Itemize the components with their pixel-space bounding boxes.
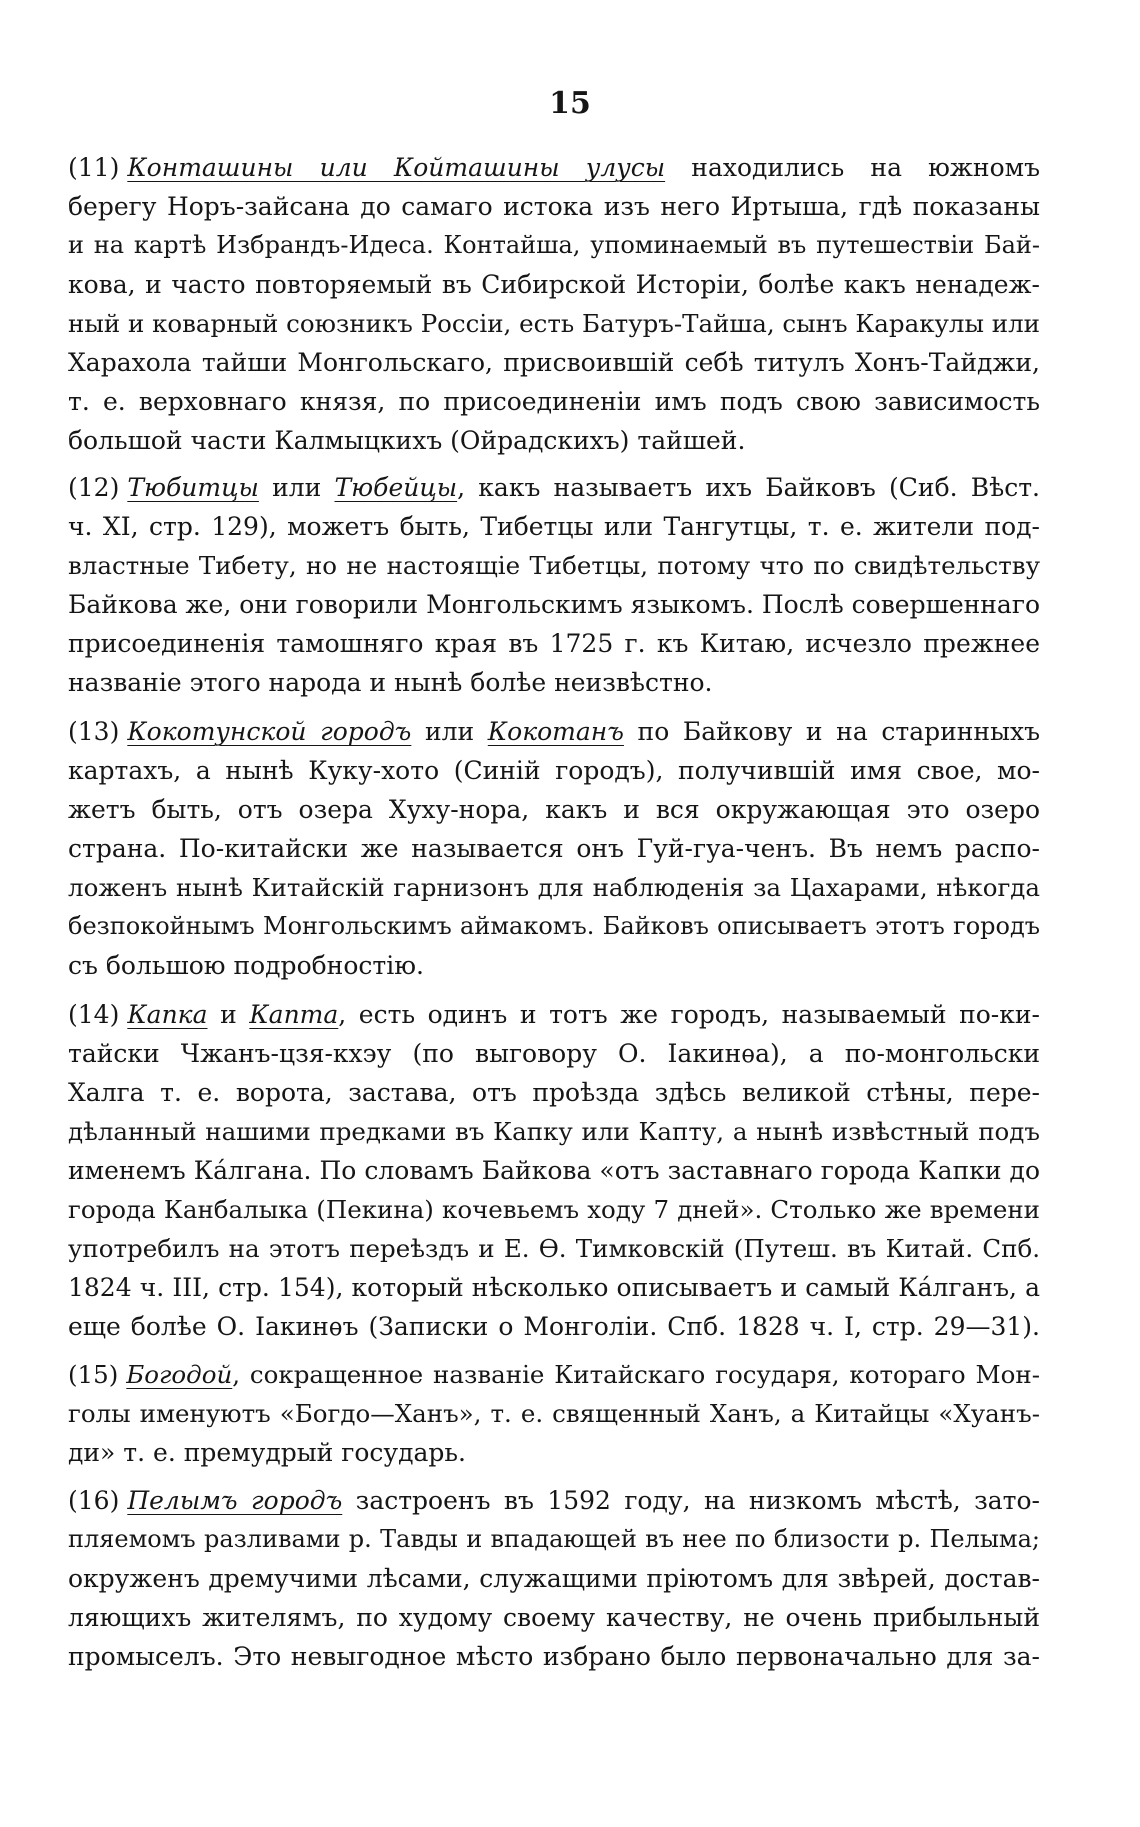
note-title: Пелымъ городъ: [127, 1486, 343, 1515]
note-title: Тюбитцы: [127, 473, 259, 502]
note-number: (15): [68, 1360, 119, 1389]
note-text: и: [207, 1000, 250, 1029]
note-text: , есть одинъ и тотъ же городъ, называемый по-ки-: [338, 1000, 1040, 1029]
note-line: съ большою подробностію.: [68, 951, 424, 980]
note-title: Богодой: [126, 1360, 233, 1389]
note-number: (11): [68, 153, 120, 182]
note-line: ляющихъ жителямъ, по худому своему качеству, не очень прибыльный: [68, 1603, 1040, 1632]
note-title-alt: Тюбейцы: [334, 473, 458, 502]
note-line: и на картѣ Избрандъ-Идеса. Контайша, упоминаемый въ путешествіи Бай-: [68, 231, 1040, 259]
note-line: Харахола тайши Монгольскаго, присвоившій себѣ титулъ Хонъ-Тайджи,: [68, 348, 1040, 377]
note-text: по Байкову и на старинныхъ: [623, 717, 1040, 746]
note-line: ложенъ нынѣ Китайскій гарнизонъ для наблюденія за Цахарами, нѣкогда: [68, 873, 1040, 902]
note-16: [68, 1481, 1040, 1676]
note-line: 1824 ч. III, стр. 154), который нѣсколько описываетъ и самый Кáлганъ, а: [68, 1273, 1040, 1302]
note-line: города Канбалыка (Пекина) кочевьемъ ходу 7 дней». Столько же времени: [68, 1195, 1040, 1224]
note-line: т. е. верховнаго князя, по присоединеніи имъ подъ свою зависимость: [68, 387, 1040, 416]
note-number: (12): [68, 473, 120, 502]
note-line: Байкова же, они говорили Монгольскимъ языкомъ. Послѣ совершеннаго: [68, 590, 1040, 619]
note-line: берегу Норъ-зайсана до самаго истока изъ него Иртыша, гдѣ показаны: [68, 192, 1040, 221]
note-title: Кокотунской городъ: [127, 717, 412, 746]
note-line: ч. XI, стр. 129), можетъ быть, Тибетцы или Тангутцы, т. е. жители под-: [68, 512, 1040, 541]
note-text: , сокращенное названіе Китайскаго государя, котораго Мон-: [232, 1360, 1040, 1389]
note-line: именемъ Кáлгана. По словамъ Байкова «отъ заставнаго города Капки до: [68, 1156, 1040, 1185]
note-line: еще болѣе О. Іакинѳъ (Записки о Монголіи. Спб. 1828 ч. I, стр. 29—31).: [68, 1312, 1040, 1341]
note-line: властные Тибету, но не настоящіе Тибетцы, потому что по свидѣтельству: [68, 551, 1040, 580]
note-line: [68, 1481, 1040, 1520]
note-13: [68, 712, 1040, 985]
note-12: [68, 468, 1040, 702]
note-line: [68, 712, 1040, 751]
note-line: ди» т. е. премудрый государь.: [68, 1438, 466, 1467]
note-line: пляемомъ разливами р. Тавды и впадающей въ нее по близости р. Пелыма;: [68, 1525, 1040, 1553]
note-line: промыселъ. Это невыгодное мѣсто избрано было первоначально для за-: [68, 1642, 1040, 1671]
note-line: дѣланный нашими предками въ Капку или Капту, а нынѣ извѣстный подъ: [68, 1117, 1040, 1146]
note-line: [68, 468, 1040, 507]
note-line: присоединенія тамошняго края въ 1725 г. къ Китаю, исчезло прежнее: [68, 629, 1040, 658]
note-line: жетъ быть, отъ озера Хуху-нора, какъ и вся окружающая это озеро: [68, 795, 1040, 824]
note-line: ный и коварный союзникъ Россіи, есть Батуръ-Тайша, сынъ Каракулы или: [68, 309, 1040, 338]
note-line: картахъ, а нынѣ Куку-хото (Синій городъ), получившій имя свое, мо-: [68, 756, 1040, 785]
note-title-alt: Капта: [249, 1000, 339, 1029]
note-number: (13): [68, 717, 120, 746]
note-title: Конташины или Койташины улусы: [127, 153, 666, 182]
note-line: [68, 148, 1040, 187]
note-text: , какъ называетъ ихъ Байковъ (Сиб. Вѣст.: [457, 473, 1040, 502]
note-title-alt: Кокотанъ: [487, 717, 624, 746]
note-number: (14): [68, 1000, 120, 1029]
note-title: Капка: [127, 1000, 208, 1029]
note-text: или: [258, 473, 335, 502]
note-line: [68, 1355, 1040, 1394]
note-line: окруженъ дремучими лѣсами, служащими пріютомъ для звѣрей, достав-: [68, 1564, 1040, 1593]
note-line: большой части Калмыцкихъ (Ойрадскихъ) тайшей.: [68, 426, 746, 455]
note-text: застроенъ въ 1592 году, на низкомъ мѣстѣ, зато-: [342, 1486, 1040, 1515]
note-line: страна. По-китайски же называется онъ Гуй-гуа-ченъ. Въ немъ распо-: [68, 834, 1040, 863]
note-text: или: [411, 717, 488, 746]
page-number: 15: [549, 86, 591, 121]
note-15: [68, 1355, 1040, 1472]
note-line: кова, и часто повторяемый въ Сибирской Исторіи, болѣе какъ ненадеж-: [68, 270, 1040, 299]
note-line: Халга т. е. ворота, застава, отъ проѣзда здѣсь великой стѣны, пере-: [68, 1078, 1040, 1107]
note-14: [68, 995, 1040, 1346]
note-line: названіе этого народа и нынѣ болѣе неизвѣстно.: [68, 668, 713, 697]
note-line: употребилъ на этотъ переѣздъ и Е. Ѳ. Тимковскій (Путеш. въ Китай. Спб.: [68, 1234, 1040, 1263]
note-line: тайски Чжанъ-цзя-кхэу (по выговору О. Іакинѳа), а по-монгольски: [68, 1039, 1040, 1068]
note-number: (16): [68, 1486, 120, 1515]
note-line: [68, 995, 1040, 1034]
note-text: находились на южномъ: [665, 153, 1040, 182]
note-11: [68, 148, 1040, 460]
note-line: безпокойнымъ Монгольскимъ аймакомъ. Байковъ описываетъ этотъ городъ: [68, 912, 1040, 940]
note-line: голы именуютъ «Богдо—Ханъ», т. е. священный Ханъ, а Китайцы «Хуанъ-: [68, 1399, 1040, 1428]
